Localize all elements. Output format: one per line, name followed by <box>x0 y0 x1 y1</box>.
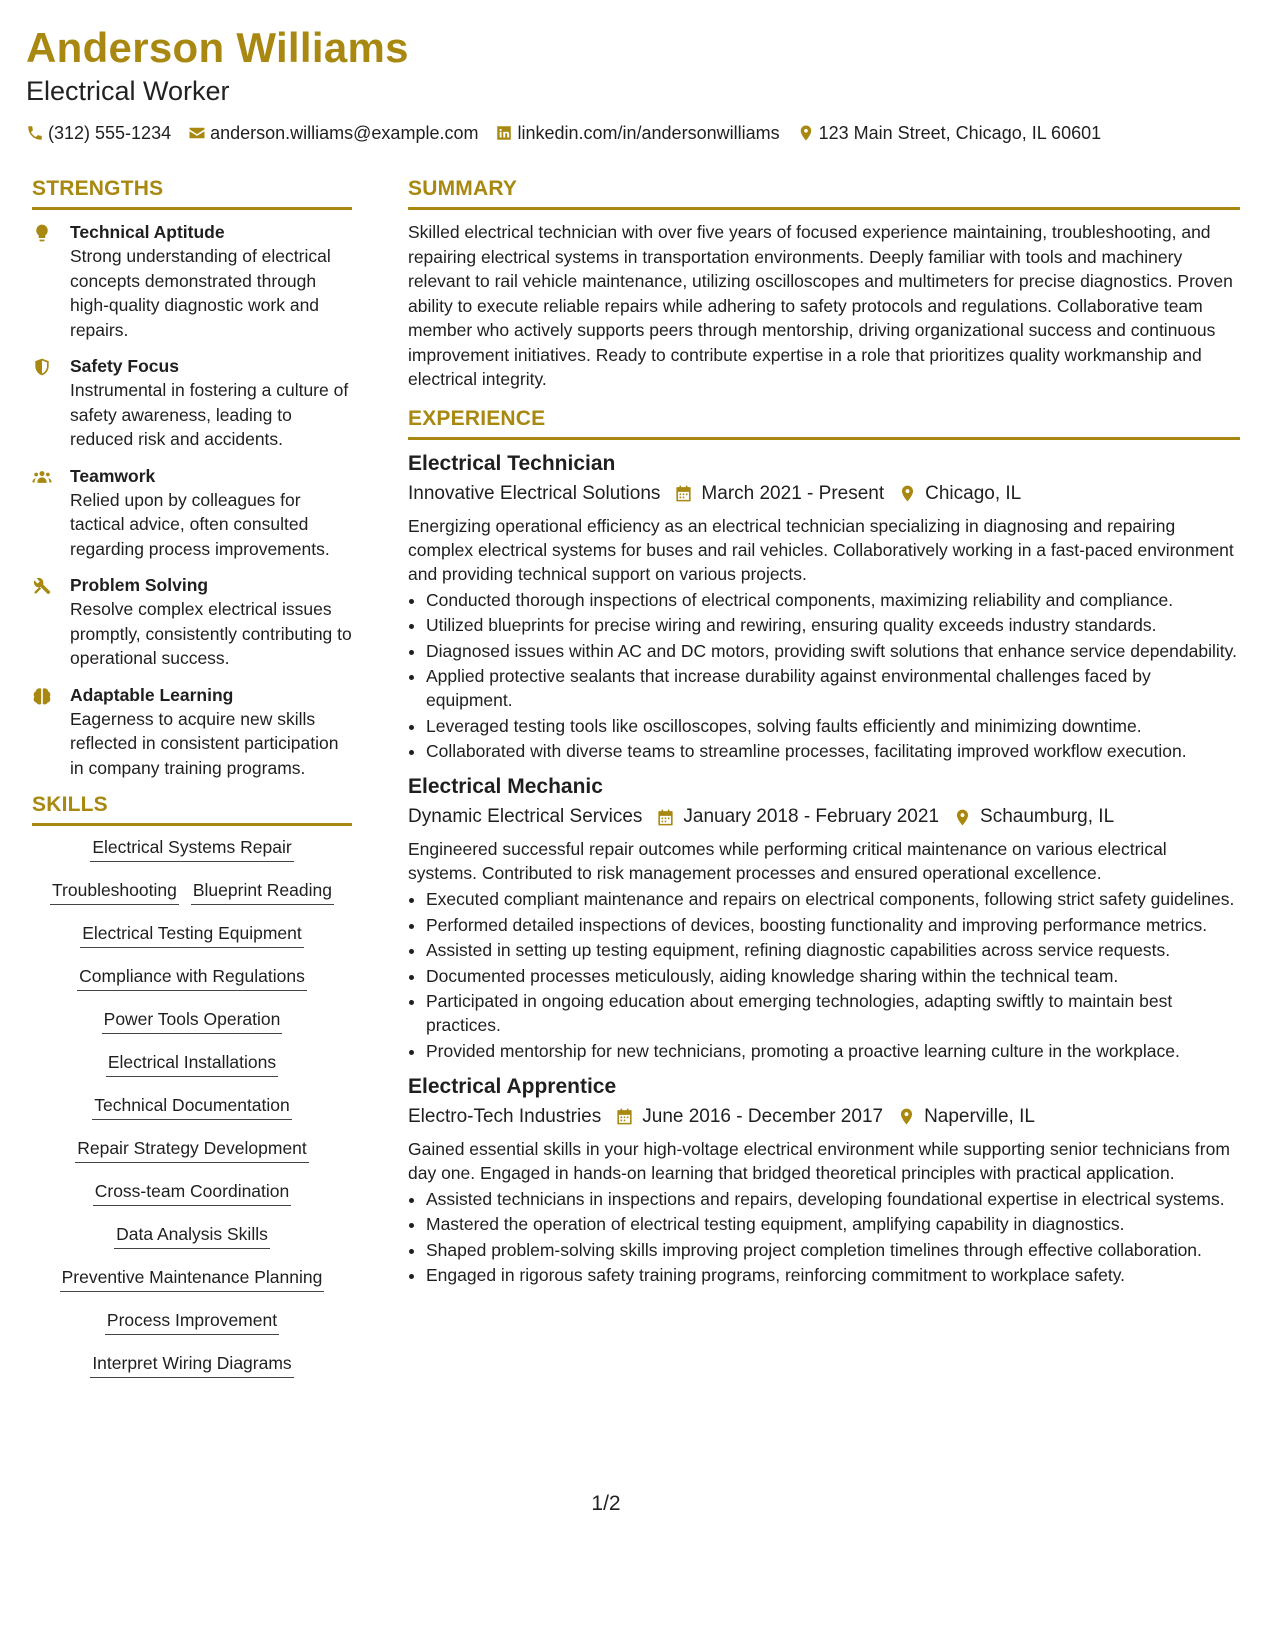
strength-item <box>32 683 352 781</box>
skill-tag: Power Tools Operation <box>102 1008 283 1034</box>
job-description: Engineered successful repair outcomes while performing critical maintenance on various electrical systems. Contributed to risk management processes and ensured operational excellence. <box>408 839 1167 883</box>
experience-heading: EXPERIENCE <box>408 406 1240 440</box>
job-entry <box>408 450 1240 764</box>
skill-tag: Repair Strategy Development <box>75 1137 309 1163</box>
strength-item <box>32 220 352 342</box>
bullet-item: • Conducted thorough inspections of electrical components, maximizing reliability and compliance. <box>426 588 1240 612</box>
summary-heading: SUMMARY <box>408 176 1240 210</box>
left-column <box>32 176 352 1395</box>
skill-tag: Electrical Installations <box>106 1051 278 1077</box>
job-location: Schaumburg, IL <box>980 806 1115 827</box>
tools-icon <box>32 576 52 596</box>
skill-tag: Cross-team Coordination <box>93 1180 292 1206</box>
candidate-name: Anderson Williams <box>26 24 409 71</box>
job-title: Electrical Apprentice <box>408 1074 617 1098</box>
bullet-item: • Leveraged testing tools like oscilloscopes, solving faults efficiently and minimizing downtime. <box>426 714 1240 738</box>
job-meta <box>408 480 1240 508</box>
lightbulb-icon <box>32 223 52 243</box>
skill-tag: Preventive Maintenance Planning <box>60 1266 325 1292</box>
job-description: Energizing operational efficiency as an electrical technician specializing in diagnosing and repairing complex electrical systems for buses and rail vehicles. Collaboratively working in a fast-paced environment and providing technical support on various projects. <box>408 515 1234 584</box>
linkedin-icon <box>495 124 513 142</box>
contact-bar <box>26 122 1246 144</box>
contact-address <box>797 122 1102 144</box>
map-pin-icon <box>898 484 917 503</box>
bullet-item: • Mastered the operation of electrical testing equipment, amplifying capability in diagnostics. <box>426 1212 1240 1236</box>
company-name: Innovative Electrical Solutions <box>408 482 661 504</box>
job-meta <box>408 1103 1240 1131</box>
job-bullets <box>408 887 1240 1063</box>
strength-item <box>32 464 352 562</box>
company-name: Electro-Tech Industries <box>408 1105 602 1127</box>
skill-tag: Interpret Wiring Diagrams <box>90 1352 293 1378</box>
skill-tag: Data Analysis Skills <box>114 1223 270 1249</box>
map-pin-icon <box>797 124 815 142</box>
bullet-item: • Performed detailed inspections of devices, boosting functionality and improving performance metrics. <box>426 913 1240 937</box>
skill-tag: Technical Documentation <box>92 1094 292 1120</box>
bullet-item: • Utilized blueprints for precise wiring and rewiring, ensuring quality exceeds industry standards. <box>426 613 1240 637</box>
strength-item <box>32 573 352 671</box>
job-description: Gained essential skills in your high-voltage electrical environment while supporting senior technicians from day one. Engaged in hands-on learning that bridged theoretical principles with practical application. <box>408 1138 1230 1183</box>
job-title: Electrical Technician <box>408 451 616 475</box>
envelope-icon <box>188 124 206 142</box>
skills-heading: SKILLS <box>32 792 352 826</box>
bullet-item: • Executed compliant maintenance and repairs on electrical components, following strict safety guidelines. <box>426 887 1240 911</box>
strength-title: Technical Aptitude <box>70 222 225 242</box>
job-location: Naperville, IL <box>924 1105 1035 1127</box>
strength-title: Safety Focus <box>70 356 179 376</box>
bullet-item: • Assisted technicians in inspections and repairs, developing foundational expertise in electrical systems. <box>426 1187 1240 1211</box>
job-dates: March 2021 - Present <box>701 482 885 504</box>
job-dates: June 2016 - December 2017 <box>642 1105 884 1127</box>
brain-icon <box>32 686 52 706</box>
map-pin-icon <box>953 808 972 827</box>
contact-linkedin[interactable] <box>495 122 779 144</box>
bullet-item: • Provided mentorship for new technicians, promoting a proactive learning culture in the workplace. <box>426 1039 1240 1063</box>
bullet-item: • Participated in ongoing education about emerging technologies, adapting swiftly to maintain best practices. <box>426 989 1240 1037</box>
job-title: Electrical Mechanic <box>408 775 603 798</box>
email-link[interactable]: anderson.williams@example.com <box>210 123 479 143</box>
address-text: 123 Main Street, Chicago, IL 60601 <box>818 123 1102 143</box>
strength-description: Instrumental in fostering a culture of safety awareness, leading to reduced risk and accidents. <box>70 380 349 449</box>
bullet-item: • Applied protective sealants that increase durability against environmental challenges faced by equipment. <box>426 664 1240 712</box>
job-meta <box>408 803 1240 831</box>
bullet-item: • Shaped problem-solving skills improving project completion timelines through effective collaboration. <box>426 1238 1240 1262</box>
bullet-item: • Diagnosed issues within AC and DC motors, providing swift solutions that enhance service dependability. <box>426 639 1240 663</box>
strength-description: Relied upon by colleagues for tactical advice, often consulted regarding process improvements. <box>70 489 330 559</box>
skill-tag: Compliance with Regulations <box>77 965 307 991</box>
shield-icon <box>32 357 52 377</box>
strength-title: Teamwork <box>70 465 156 486</box>
strength-description: Resolve complex electrical issues promptly, consistently contributing to operational success. <box>70 599 352 668</box>
users-icon <box>32 467 52 487</box>
bullet-item: • Documented processes meticulously, aiding knowledge sharing within the technical team. <box>426 964 1240 988</box>
skills-list <box>32 836 352 1395</box>
candidate-title: Electrical Worker <box>26 76 230 106</box>
skill-tag: Electrical Systems Repair <box>90 836 293 862</box>
bullet-item: • Collaborated with diverse teams to streamline processes, facilitating improved workflow execution. <box>426 739 1240 763</box>
linkedin-link[interactable]: linkedin.com/in/andersonwilliams <box>517 123 780 143</box>
job-dates: January 2018 - February 2021 <box>683 806 940 827</box>
skill-tag: Electrical Testing Equipment <box>80 922 304 948</box>
job-bullets <box>408 588 1240 764</box>
job-location: Chicago, IL <box>925 482 1022 504</box>
strength-description: Eagerness to acquire new skills reflected in consistent participation in company training programs. <box>70 708 339 778</box>
contact-phone <box>26 122 171 144</box>
bullet-item: • Assisted in setting up testing equipment, refining diagnostic capabilities across service requests. <box>426 938 1240 962</box>
calendar-icon <box>674 484 693 503</box>
calendar-icon <box>615 1107 634 1126</box>
phone-icon <box>26 124 44 142</box>
bullet-item: • Engaged in rigorous safety training programs, reinforcing commitment to workplace safety. <box>426 1263 1240 1287</box>
skill-tag: Blueprint Reading <box>191 879 334 905</box>
job-entry <box>408 1073 1240 1288</box>
strengths-heading: STRENGTHS <box>32 176 352 210</box>
phone-text: (312) 555-1234 <box>48 123 172 143</box>
calendar-icon <box>656 808 675 827</box>
strength-item <box>32 354 352 452</box>
strength-title: Adaptable Learning <box>70 684 234 705</box>
page-indicator: 1/2 <box>591 1492 621 1515</box>
skill-tag: Troubleshooting <box>50 879 179 905</box>
strength-title: Problem Solving <box>70 575 209 595</box>
summary-text: Skilled electrical technician with over five years of focused experience maintaining, troubleshooting, and repairing electrical systems in transportation environments. Deeply familiar with tools and machinery relevant to rail vehicle maintenance, utilizing oscilloscopes and multimeters for precise diagnostics. Proven ability to execute reliable repairs while adhering to safety protocols and regulations. Collaborative team member who actively supports peers through mentorship, driving organizational success and continuous improvement initiatives. Ready to contribute expertise in a role that prioritizes quality workmanship and electrical integrity. <box>408 222 1233 389</box>
skill-tag: Process Improvement <box>105 1309 279 1335</box>
contact-email[interactable] <box>188 122 478 144</box>
job-bullets <box>408 1187 1240 1288</box>
strength-description: Strong understanding of electrical concepts demonstrated through high-quality diagnostic work and repairs. <box>70 246 331 340</box>
right-column <box>408 176 1240 1297</box>
resume-header <box>26 24 1246 144</box>
map-pin-icon <box>897 1107 916 1126</box>
job-entry <box>408 773 1240 1063</box>
company-name: Dynamic Electrical Services <box>408 806 643 827</box>
